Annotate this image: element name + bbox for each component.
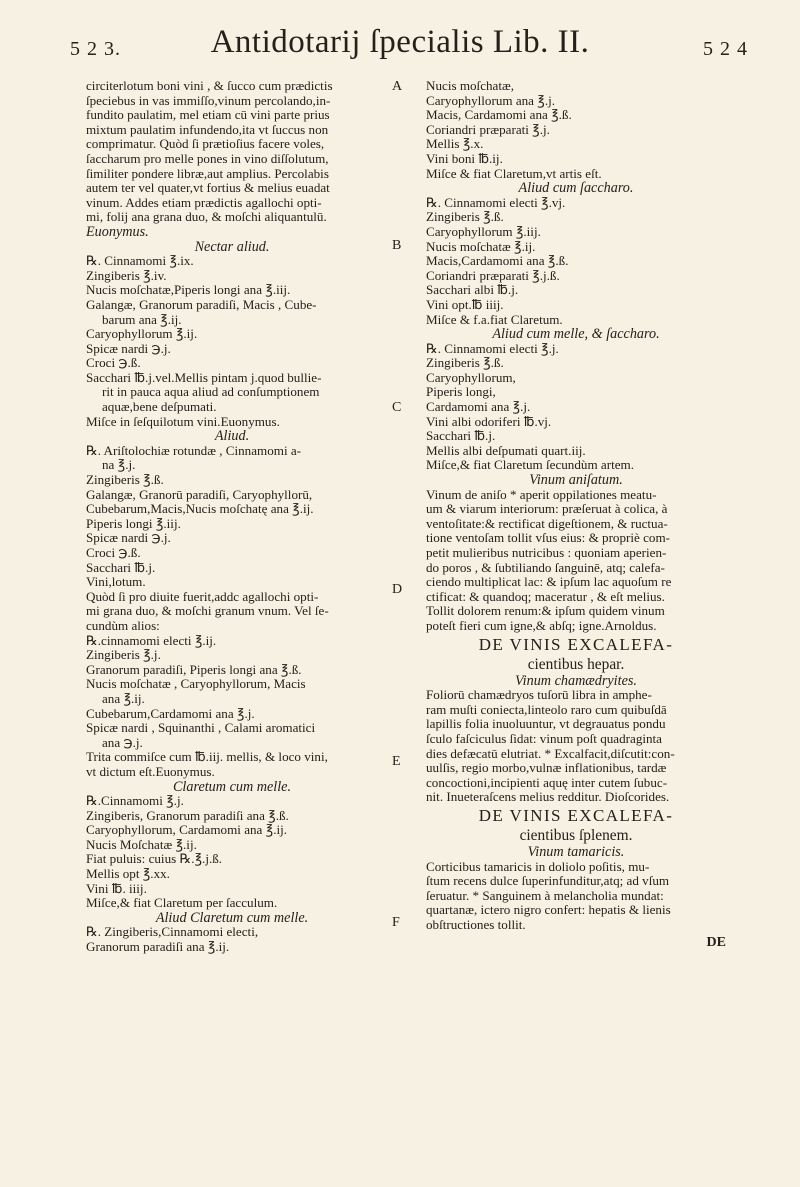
recipe-line: Galangæ, Granorum paradiſi, Macis , Cube- bbox=[86, 297, 317, 312]
recipe-line: Mellis opt ℥.xx. bbox=[86, 867, 170, 882]
recipe-line: Miſce,& fiat Claretum ſecundùm artem. bbox=[426, 458, 634, 473]
text-line: mixtum paulatim infundendo,ita vt ſuccus non bbox=[86, 122, 329, 137]
section-heading: Aliud cum ſaccharo. bbox=[518, 181, 634, 196]
running-title: Antidotarij ſpecialis Lib. II. bbox=[210, 24, 590, 60]
recipe-line: Mellis albi deſpumati quart.iij. bbox=[426, 443, 586, 458]
recipe-line: aquæ,bene deſpumati. bbox=[102, 400, 217, 415]
recipe-line: Spicæ nardi , Squinanthi , Calami aromatici bbox=[86, 721, 316, 736]
text-line: ſpeciebus in vas immiſſo,vinum percolando,in- bbox=[86, 93, 331, 108]
section-heading: Aliud. bbox=[214, 429, 250, 444]
text-line: fundito paulatim, mel etiam cū vini parte prius bbox=[86, 108, 330, 123]
recipe-line: Macis, Cardamomi ana ℥.ß. bbox=[426, 108, 572, 123]
right-column bbox=[426, 79, 726, 951]
text-line: vt dictum eſt.Euonymus. bbox=[86, 764, 215, 779]
chapter-heading: DE VINIS EXCALEFA- bbox=[478, 634, 674, 654]
text-line: do poros , & ſubtiliando ſanguinē, atq; calefa- bbox=[426, 560, 665, 575]
text-line: um & viarum interiorum: præſeruat à colica, à bbox=[426, 502, 668, 517]
text-line: Tollit dolorem renum:& ipſum quidem vinum bbox=[426, 604, 665, 619]
recipe-line: Caryophyllorum ℥.ij. bbox=[86, 327, 198, 342]
recipe-line: ℞. Zingiberis,Cinnamomi electi, bbox=[86, 925, 259, 940]
recipe-line: Coriandri præparati ℥.j.ß. bbox=[426, 268, 560, 283]
text-line: concoctioni,incipienti aquę inter cutem ſubuc- bbox=[426, 775, 668, 790]
recipe-line: Vini ℔. iiij. bbox=[86, 881, 147, 896]
section-heading: Vinum tamaricis. bbox=[527, 844, 625, 860]
recipe-line: Croci ℈.ß. bbox=[86, 356, 141, 371]
section-heading: Vinum aniſatum. bbox=[529, 473, 623, 488]
text-line: Quòd ſi pro diuite fuerit,addc agallochi opti- bbox=[86, 589, 319, 604]
recipe-line: ℞.Cinnamomi ℥.j. bbox=[86, 794, 184, 809]
recipe-line: Fiat puluis: cuius ℞.℥.j.ß. bbox=[86, 852, 223, 867]
text-line: Vinum de aniſo * aperit oppilationes meatu- bbox=[426, 487, 657, 502]
recipe-line: Miſce & f.a.fiat Claretum. bbox=[426, 312, 563, 327]
chapter-heading: DE VINIS EXCALEFA- bbox=[478, 805, 674, 825]
recipe-line: Nucis moſchatæ,Piperis longi ana ℥.iij. bbox=[86, 283, 291, 298]
recipe-line: na ℥.j. bbox=[102, 458, 136, 473]
section-heading: Aliud cum melle, & ſaccharo. bbox=[492, 327, 660, 342]
recipe-line: ana ℥.ij. bbox=[102, 691, 145, 706]
text-line: ſculo faſciculus ſidat: vinum poſt quadraginta bbox=[426, 731, 662, 746]
text-line: Corticibus tamaricis in doliolo poſitis, mu- bbox=[426, 859, 650, 874]
recipe-line: Vini opt.℔ iiij. bbox=[426, 297, 504, 312]
text-line: ram muſti coniecta,linteolo raro cum quibuſdā bbox=[426, 702, 667, 717]
text-line: obſtructiones tollit. bbox=[426, 917, 526, 932]
section-heading: Aliud Claretum cum melle. bbox=[155, 910, 309, 926]
catchword: DE bbox=[706, 936, 726, 951]
recipe-line: Vini albi odoriferi ℔.vj. bbox=[426, 414, 552, 429]
text-line: ſeruatur. * Sanguinem à melancholia mundat: bbox=[426, 888, 664, 903]
text-line: quartanæ, ictero nigro confert: hepatis & lienis bbox=[426, 903, 671, 918]
recipe-line: ℞. Cinnamomi electi ℥.vj. bbox=[426, 195, 566, 210]
recipe-line: ℞. Cinnamomi ℥.ix. bbox=[86, 254, 194, 269]
margin-letter-f: F bbox=[392, 915, 400, 930]
recipe-line: Caryophyllorum ℥.iij. bbox=[426, 224, 541, 239]
recipe-line: barum ana ℥.ij. bbox=[102, 312, 182, 327]
text-line: lapillis folia inuoluuntur, vt degrauatus pondu bbox=[426, 717, 666, 732]
recipe-line: Zingiberis ℥.iv. bbox=[86, 268, 167, 283]
recipe-line: Cardamomi ana ℥.j. bbox=[426, 400, 531, 415]
recipe-line: Sacchari ℔.j. bbox=[86, 560, 156, 575]
recipe-line: Zingiberis ℥.ß. bbox=[426, 356, 504, 371]
recipe-line: Piperis longi ℥.iij. bbox=[86, 516, 181, 531]
recipe-line: Sacchari ℔.j. bbox=[426, 429, 496, 444]
running-header bbox=[0, 24, 800, 74]
margin-letter-c: C bbox=[392, 400, 402, 415]
recipe-line: Zingiberis ℥.j. bbox=[86, 648, 161, 663]
recipe-line: ℞. Cinnamomi electi ℥.j. bbox=[426, 341, 559, 356]
text-line: Trita commiſce cum ℔.iij. mellis, & loco vini, bbox=[86, 750, 328, 765]
recipe-line: Galangæ, Granorū paradiſi, Caryophyllorū, bbox=[86, 487, 313, 502]
page-number-right: 5 2 4 bbox=[703, 38, 748, 60]
recipe-line: Miſce in ſeſquilotum vini.Euonymus. bbox=[86, 414, 280, 429]
text-line: mi, folij ana grana duo, & moſchi aliquantulū. bbox=[86, 210, 327, 225]
recipe-line: Caryophyllorum, bbox=[426, 370, 516, 385]
section-heading: Nectar aliud. bbox=[194, 239, 270, 255]
recipe-line: Nucis moſchatæ , Caryophyllorum, Macis bbox=[86, 677, 306, 692]
recipe-line: Nucis moſchatæ, bbox=[426, 79, 515, 93]
recipe-line: Mellis ℥.x. bbox=[426, 137, 484, 152]
page-number-left: 5 2 3. bbox=[70, 38, 121, 60]
text-line: cundùm alios: bbox=[86, 618, 160, 633]
recipe-line: Miſce,& fiat Claretum per ſacculum. bbox=[86, 896, 278, 911]
recipe-line: Granorum paradiſi ana ℥.ij. bbox=[86, 940, 230, 955]
recipe-line: Piperis longi, bbox=[426, 385, 496, 400]
text-line: mi grana duo, & moſchi granum vnum. Vel ſe- bbox=[86, 604, 329, 619]
margin-letter-e: E bbox=[392, 754, 401, 769]
recipe-line: Nucis moſchatæ ℥.ij. bbox=[426, 239, 536, 254]
recipe-line: Caryophyllorum, Cardamomi ana ℥.ij. bbox=[86, 823, 288, 838]
chapter-subheading: cientibus ſplenem. bbox=[519, 826, 633, 844]
text-line: Foliorū chamædryos tuſorū libra in amphe- bbox=[426, 688, 652, 703]
recipe-line: Sacchari ℔.j.vel.Mellis pintam j.quod bullie- bbox=[86, 370, 322, 385]
recipe-line: Vini boni ℔.ij. bbox=[426, 151, 503, 166]
recipe-line: rit in pauca aqua aliud ad conſumptionem bbox=[102, 385, 320, 400]
text-line: ciendo multiplicat lac: & ipſum lac aquoſum re bbox=[426, 575, 672, 590]
text-line: ſaccharum pro melle pones in vino diſſolutum, bbox=[86, 151, 329, 166]
recipe-line: Miſce & fiat Claretum,vt artis eſt. bbox=[426, 166, 602, 181]
text-line: dies defæcatū elutriat. * Excalfacit,diſcutit:con- bbox=[426, 746, 675, 761]
recipe-line: Vini,lotum. bbox=[86, 575, 146, 590]
left-column bbox=[86, 79, 378, 955]
recipe-line: Spicæ nardi ℈.j. bbox=[86, 341, 171, 356]
recipe-line: ana ℈.j. bbox=[102, 735, 143, 750]
recipe-line: Spicæ nardi ℈.j. bbox=[86, 531, 171, 546]
recipe-line: Cubebarum,Macis,Nucis moſchatę ana ℥.ij. bbox=[86, 502, 314, 517]
text-line: ventoſitate:& rectificat digeſtionem, & ructua- bbox=[426, 516, 668, 531]
recipe-line: Macis,Cardamomi ana ℥.ß. bbox=[426, 254, 569, 269]
recipe-line: ℞.cinnamomi electi ℥.ij. bbox=[86, 633, 217, 648]
text-line: ſimiliter pondere libræ,aut amplius. Percolabis bbox=[86, 166, 329, 181]
text-line: nit. Inueteraſcens melius redditur. Dioſcorides. bbox=[426, 790, 670, 805]
margin-letter-d: D bbox=[392, 582, 403, 597]
chapter-subheading: cientibus hepar. bbox=[527, 655, 625, 673]
recipe-line: Zingiberis ℥.ß. bbox=[426, 210, 504, 225]
recipe-line: Croci ℈.ß. bbox=[86, 546, 141, 560]
text-line: vinum. Addes etiam prædictis agallochi opti- bbox=[86, 195, 322, 210]
recipe-line: Zingiberis, Granorum paradiſi ana ℥.ß. bbox=[86, 808, 289, 823]
recipe-line: Cubebarum,Cardamomi ana ℥.j. bbox=[86, 706, 255, 721]
margin-letter-b: B bbox=[392, 238, 402, 253]
recipe-line: ℞. Ariſtolochiæ rotundæ , Cinnamomi a- bbox=[86, 443, 302, 458]
text-line: poteſt fieri cum igne,& abſq; igne.Arnoldus. bbox=[426, 618, 657, 633]
text-line: uulſis, regio morbo,vulnæ inflationibus, tardæ bbox=[426, 761, 667, 776]
recipe-line: Sacchari albi ℔.j. bbox=[426, 283, 519, 298]
text-line: comprimatur. Quòd ſi prætioſius facere voles, bbox=[86, 137, 325, 152]
recipe-line: Granorum paradiſi, Piperis longi ana ℥.ß. bbox=[86, 662, 302, 677]
author-attribution: Euonymus. bbox=[86, 224, 149, 240]
text-line: ctificat: & quandoq; maceratur , & eſt melius. bbox=[426, 589, 665, 604]
text-line: circiterlotum boni vini , & ſucco cum prædictis bbox=[86, 79, 333, 93]
margin-letter-a: A bbox=[392, 79, 403, 94]
text-line: petit mulieribus nutricibus : quoniam aperien- bbox=[426, 546, 667, 560]
text-line: autem ter vel quater,vt fortius & melius euadat bbox=[86, 181, 330, 196]
section-heading: Vinum chamædryites. bbox=[515, 673, 637, 689]
recipe-line: Caryophyllorum ana ℥.j. bbox=[426, 93, 556, 108]
recipe-line: Zingiberis ℥.ß. bbox=[86, 473, 164, 488]
text-line: ſtum recens dulce ſuperinfunditur,atq; ad vſum bbox=[426, 874, 670, 889]
recipe-line: Nucis Moſchatæ ℥.ij. bbox=[86, 837, 197, 852]
recipe-line: Coriandri præparati ℥.j. bbox=[426, 122, 550, 137]
section-heading: Claretum cum melle. bbox=[172, 779, 292, 795]
text-line: tione ventoſam tollit vſus eius: & propriè com- bbox=[426, 531, 671, 546]
